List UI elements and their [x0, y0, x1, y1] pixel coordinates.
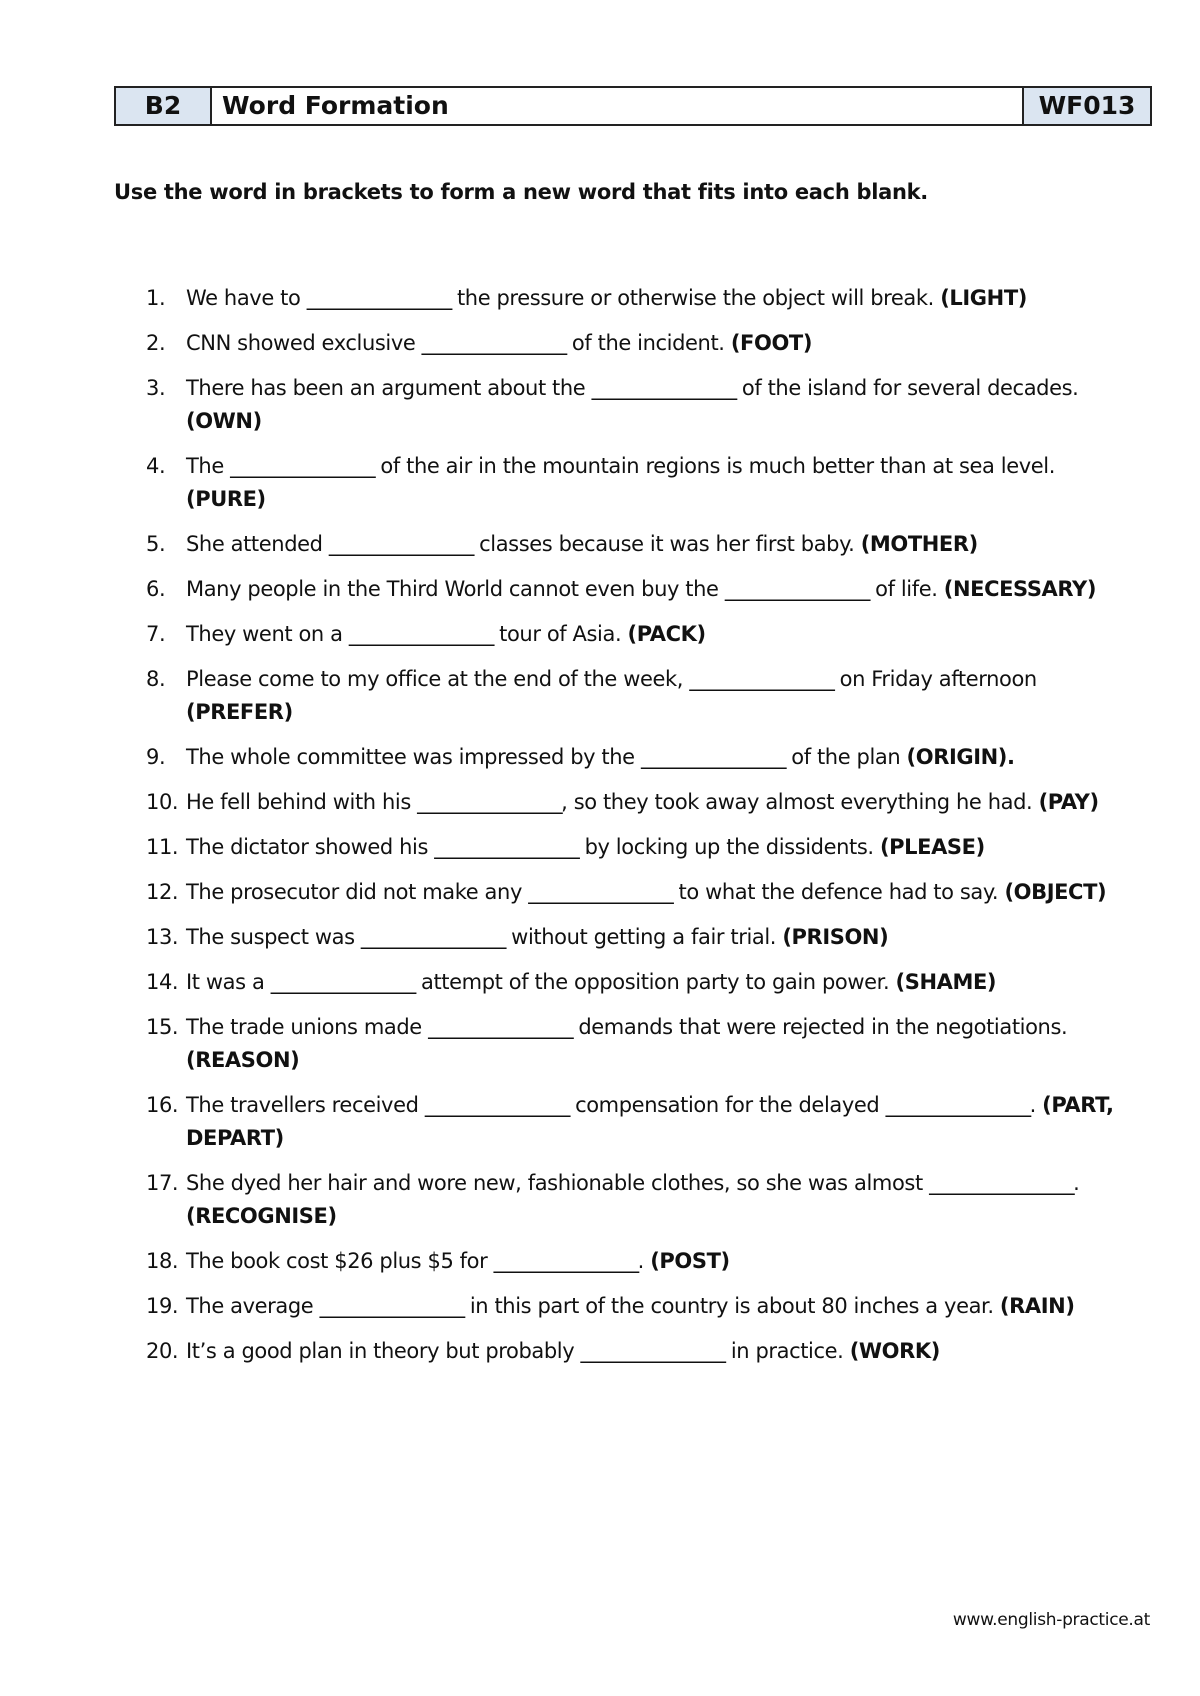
base-word: (PART, DEPART) — [186, 1093, 1114, 1150]
exercise-number: 11. — [146, 835, 179, 859]
sentence-text: The prosecutor did not make any — [186, 880, 529, 904]
answer-blank[interactable]: ________________ — [528, 880, 673, 904]
sentence-text: in practice. — [724, 1339, 850, 1363]
sentence-text: by locking up the dissidents. — [578, 835, 880, 859]
exercise-number: 10. — [146, 790, 179, 814]
exercise-number: 6. — [146, 577, 166, 601]
sentence-text: classes because it was her first baby. — [472, 532, 861, 556]
sentence-text: They went on a — [186, 622, 349, 646]
sentence-text: Many people in the Third World cannot even buy the — [186, 577, 725, 601]
sentence-text: The suspect was — [186, 925, 361, 949]
exercise-sentence — [186, 1290, 1126, 1323]
answer-blank[interactable]: ________________ — [306, 286, 451, 310]
base-word: (MOTHER) — [860, 532, 978, 556]
exercise-item — [146, 876, 1126, 909]
answer-blank[interactable]: ________________ — [493, 1249, 638, 1273]
sentence-text: of life. — [868, 577, 944, 601]
exercise-item — [146, 618, 1126, 651]
exercise-number: 20. — [146, 1339, 179, 1363]
exercise-number: 1. — [146, 286, 166, 310]
instruction-text: Use the word in brackets to form a new word that fits into each blank. — [114, 180, 928, 204]
sentence-text: The — [186, 454, 231, 478]
sentence-text: , so they took away almost everything he had. — [561, 790, 1039, 814]
exercise-sentence — [186, 1245, 1126, 1278]
exercise-item — [146, 450, 1126, 516]
exercise-item — [146, 1335, 1126, 1368]
exercise-number: 14. — [146, 970, 179, 994]
sentence-text: tour of Asia. — [492, 622, 628, 646]
exercise-item — [146, 327, 1126, 360]
exercise-number: 19. — [146, 1294, 179, 1318]
exercise-sentence — [186, 282, 1126, 315]
exercise-sentence — [186, 1167, 1126, 1233]
answer-blank[interactable]: ________________ — [434, 835, 579, 859]
answer-blank[interactable]: ________________ — [417, 790, 562, 814]
sentence-text: It’s a good plan in theory but probably — [186, 1339, 581, 1363]
sentence-text: Please come to my office at the end of the week, — [186, 667, 690, 691]
sentence-text: She attended — [186, 532, 329, 556]
sentence-text: We have to — [186, 286, 307, 310]
sentence-text: the pressure or otherwise the object will break. — [450, 286, 941, 310]
base-word: (LIGHT) — [940, 286, 1027, 310]
answer-blank[interactable]: ________________ — [424, 1093, 569, 1117]
base-word: (PREFER) — [186, 700, 293, 724]
base-word: (PRISON) — [782, 925, 889, 949]
exercise-number: 3. — [146, 376, 166, 400]
answer-blank[interactable]: ________________ — [580, 1339, 725, 1363]
answer-blank[interactable]: ________________ — [428, 1015, 573, 1039]
sentence-text: . — [1029, 1093, 1043, 1117]
answer-blank[interactable]: ________________ — [348, 622, 493, 646]
exercise-sentence — [186, 831, 1126, 864]
exercise-sentence — [186, 372, 1126, 438]
level-badge: B2 — [115, 87, 211, 125]
sentence-text: . — [1073, 1171, 1080, 1195]
sentence-text: of the plan — [784, 745, 907, 769]
base-word: (PLEASE) — [879, 835, 985, 859]
base-word: (NECESSARY) — [943, 577, 1097, 601]
base-word: (PURE) — [186, 487, 266, 511]
sentence-text: It was a — [186, 970, 271, 994]
exercise-item — [146, 1290, 1126, 1323]
answer-blank[interactable]: ________________ — [724, 577, 869, 601]
exercise-number: 15. — [146, 1015, 179, 1039]
exercise-number: 5. — [146, 532, 166, 556]
exercise-list — [146, 282, 1126, 1380]
exercise-number: 2. — [146, 331, 166, 355]
answer-blank[interactable]: ________________ — [929, 1171, 1074, 1195]
exercise-number: 16. — [146, 1093, 179, 1117]
answer-blank[interactable]: ________________ — [319, 1294, 464, 1318]
answer-blank[interactable]: ________________ — [328, 532, 473, 556]
exercise-sentence — [186, 450, 1126, 516]
exercise-sentence — [186, 921, 1126, 954]
exercise-item — [146, 831, 1126, 864]
exercise-item — [146, 1167, 1126, 1233]
answer-blank[interactable]: ________________ — [689, 667, 834, 691]
sentence-text: She dyed her hair and wore new, fashionable clothes, so she was almost — [186, 1171, 930, 1195]
sentence-text: in this part of the country is about 80 inches a year. — [463, 1294, 1000, 1318]
sentence-text: of the island for several decades. — [735, 376, 1079, 400]
exercise-item — [146, 573, 1126, 606]
sentence-text: attempt of the opposition party to gain power. — [414, 970, 896, 994]
base-word: (PAY) — [1038, 790, 1099, 814]
sentence-text: without getting a fair trial. — [504, 925, 783, 949]
exercise-number: 7. — [146, 622, 166, 646]
exercise-number: 18. — [146, 1249, 179, 1273]
exercise-item — [146, 663, 1126, 729]
base-word: (RAIN) — [999, 1294, 1075, 1318]
sentence-text: . — [637, 1249, 651, 1273]
base-word: (WORK) — [849, 1339, 940, 1363]
exercise-sentence — [186, 1011, 1126, 1077]
exercise-sentence — [186, 663, 1126, 729]
exercise-item — [146, 786, 1126, 819]
exercise-sentence — [186, 1335, 1126, 1368]
sentence-text: demands that were rejected in the negotiations. — [572, 1015, 1068, 1039]
base-word: (ORIGIN). — [906, 745, 1015, 769]
exercise-item — [146, 1245, 1126, 1278]
base-word: (OWN) — [186, 409, 262, 433]
sentence-text: The dictator showed his — [186, 835, 435, 859]
exercise-number: 4. — [146, 454, 166, 478]
answer-blank[interactable]: ________________ — [885, 1093, 1030, 1117]
sentence-text: There has been an argument about the — [186, 376, 592, 400]
exercise-item — [146, 741, 1126, 774]
sentence-text: The book cost $26 plus $5 for — [186, 1249, 494, 1273]
exercise-number: 9. — [146, 745, 166, 769]
base-word: (RECOGNISE) — [186, 1204, 337, 1228]
exercise-sentence — [186, 528, 1126, 561]
base-word: (OBJECT) — [1004, 880, 1107, 904]
sentence-text: compensation for the delayed — [568, 1093, 886, 1117]
exercise-sentence — [186, 786, 1126, 819]
exercise-number: 8. — [146, 667, 166, 691]
sentence-text: on Friday afternoon — [833, 667, 1037, 691]
sentence-text: He fell behind with his — [186, 790, 418, 814]
answer-blank[interactable]: ________________ — [421, 331, 566, 355]
exercise-sentence — [186, 327, 1126, 360]
sentence-text: of the air in the mountain regions is much better than at sea level. — [374, 454, 1056, 478]
exercise-sentence — [186, 573, 1126, 606]
exercise-number: 17. — [146, 1171, 179, 1195]
answer-blank[interactable]: ________________ — [591, 376, 736, 400]
worksheet-code: WF013 — [1023, 87, 1151, 125]
answer-blank[interactable]: ________________ — [230, 454, 375, 478]
footer-url: www.english-practice.at — [952, 1610, 1150, 1630]
exercise-number: 12. — [146, 880, 179, 904]
sentence-text: to what the defence had to say. — [672, 880, 1005, 904]
worksheet-title: Word Formation — [211, 87, 1023, 125]
base-word: (FOOT) — [730, 331, 813, 355]
base-word: (REASON) — [186, 1048, 300, 1072]
sentence-text: The trade unions made — [186, 1015, 429, 1039]
exercise-sentence — [186, 876, 1126, 909]
exercise-item — [146, 921, 1126, 954]
base-word: (SHAME) — [895, 970, 997, 994]
exercise-item — [146, 528, 1126, 561]
exercise-item — [146, 1011, 1126, 1077]
worksheet-header — [114, 86, 1152, 126]
answer-blank[interactable]: ________________ — [270, 970, 415, 994]
exercise-sentence — [186, 618, 1126, 651]
base-word: (POST) — [650, 1249, 730, 1273]
exercise-sentence — [186, 741, 1126, 774]
exercise-sentence — [186, 966, 1126, 999]
answer-blank[interactable]: ________________ — [640, 745, 785, 769]
sentence-text: The whole committee was impressed by the — [186, 745, 641, 769]
sentence-text: The travellers received — [186, 1093, 425, 1117]
sentence-text: of the incident. — [565, 331, 731, 355]
exercise-item — [146, 1089, 1126, 1155]
sentence-text: The average — [186, 1294, 320, 1318]
exercise-sentence — [186, 1089, 1126, 1155]
sentence-text: CNN showed exclusive — [186, 331, 422, 355]
answer-blank[interactable]: ________________ — [360, 925, 505, 949]
exercise-number: 13. — [146, 925, 179, 949]
base-word: (PACK) — [627, 622, 706, 646]
exercise-item — [146, 372, 1126, 438]
exercise-item — [146, 966, 1126, 999]
exercise-item — [146, 282, 1126, 315]
